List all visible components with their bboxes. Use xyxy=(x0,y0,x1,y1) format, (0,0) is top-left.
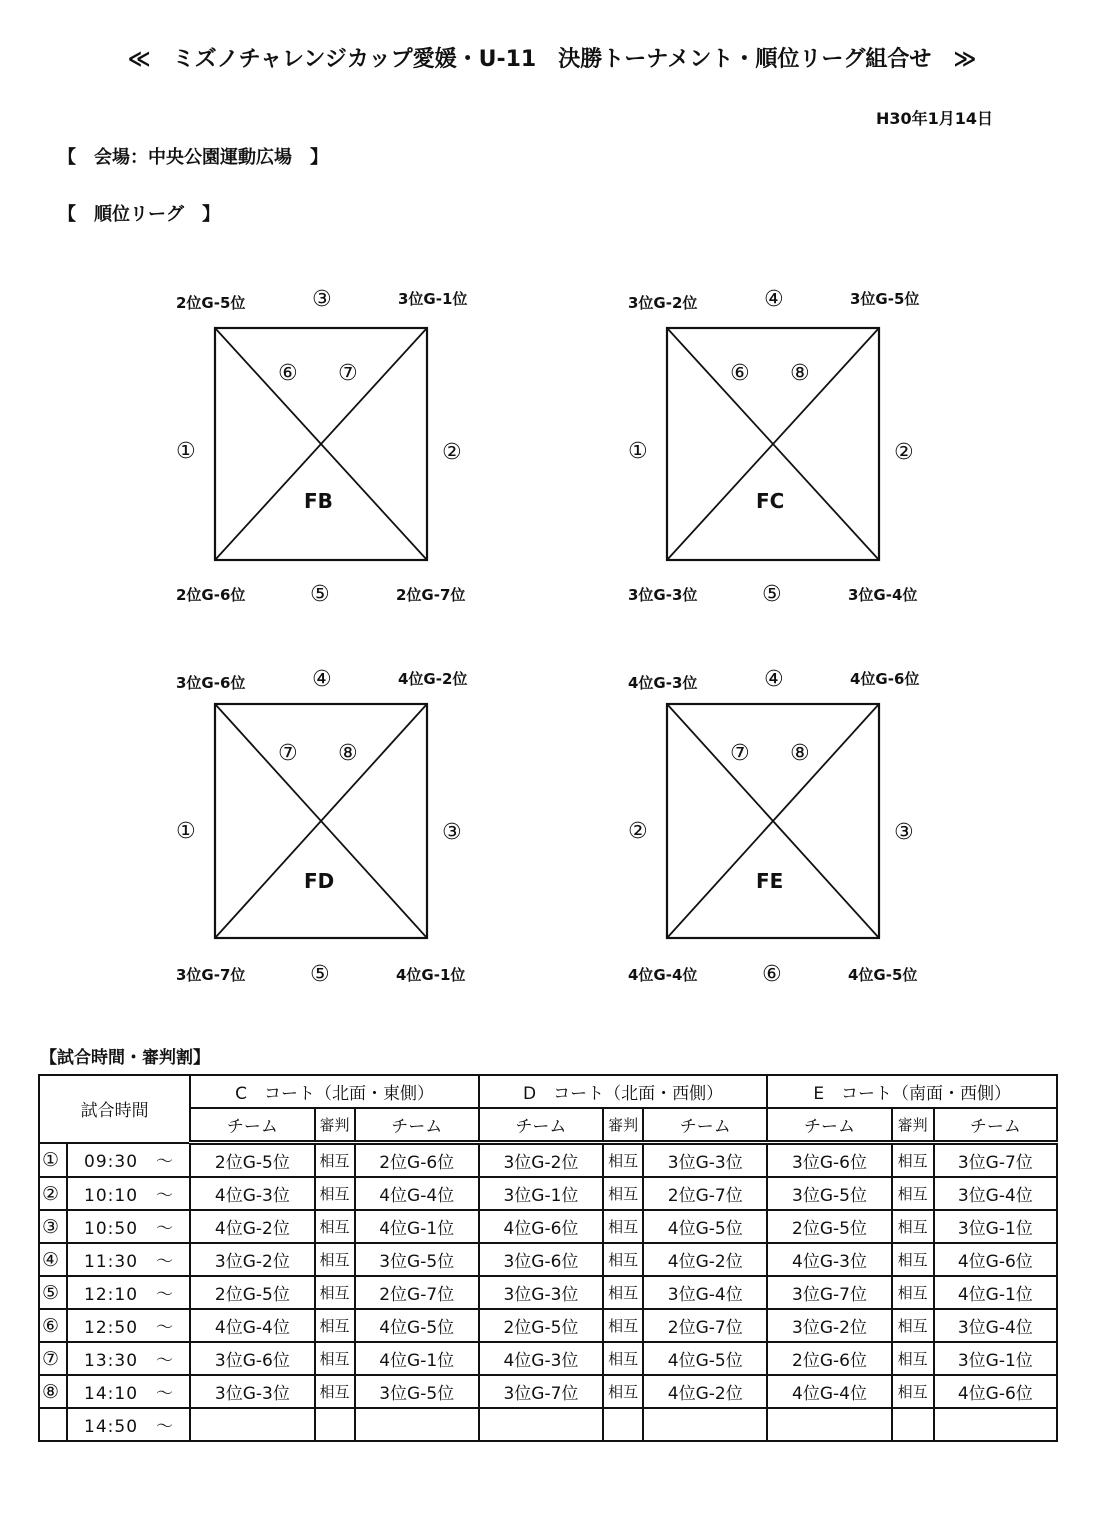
match-number-left: ① xyxy=(628,439,648,464)
team-d-away: 3位G-4位 xyxy=(643,1276,767,1309)
title-close-mark: ≫ xyxy=(953,47,977,72)
venue-label: 【 会場：中央公園運動広場 】 xyxy=(58,147,328,168)
referee-c: 相互 xyxy=(315,1276,355,1309)
team-e-away: 4位G-6位 xyxy=(934,1243,1057,1276)
team-c-away: 4位G-5位 xyxy=(355,1309,479,1342)
team-d-home: 3位G-2位 xyxy=(479,1143,603,1178)
match-number-diagonal-left: ⑦ xyxy=(278,741,298,766)
team-d-home: 3位G-3位 xyxy=(479,1276,603,1309)
referee-e: 相互 xyxy=(892,1210,934,1243)
league-group xyxy=(612,662,972,992)
referee-header: 審判 xyxy=(892,1108,934,1143)
league-group xyxy=(160,282,520,612)
schedule-heading: 【試合時間・審判割】 xyxy=(40,1048,210,1068)
team-e-away: 3位G-1位 xyxy=(934,1342,1057,1375)
team-header: チーム xyxy=(643,1108,767,1143)
corner-bottom-right: 3位G-4位 xyxy=(848,586,918,604)
referee-c: 相互 xyxy=(315,1177,355,1210)
team-d-home: 3位G-1位 xyxy=(479,1177,603,1210)
team-e-away: 3位G-4位 xyxy=(934,1309,1057,1342)
corner-top-right: 3位G-1位 xyxy=(398,290,468,308)
team-d-away: 3位G-3位 xyxy=(643,1143,767,1178)
team-d-home: 4位G-6位 xyxy=(479,1210,603,1243)
team-c-away xyxy=(355,1408,479,1441)
match-number-bottom: ⑤ xyxy=(310,582,330,607)
schedule-row xyxy=(39,1276,1057,1309)
group-square-diagram xyxy=(160,282,520,612)
referee-c: 相互 xyxy=(315,1309,355,1342)
team-c-home: 3位G-2位 xyxy=(190,1243,314,1276)
team-d-away: 4位G-2位 xyxy=(643,1243,767,1276)
schedule-row xyxy=(39,1309,1057,1342)
referee-e: 相互 xyxy=(892,1276,934,1309)
schedule-row xyxy=(39,1243,1057,1276)
team-c-home: 3位G-3位 xyxy=(190,1375,314,1408)
referee-header: 審判 xyxy=(603,1108,643,1143)
match-number: ① xyxy=(39,1143,67,1178)
team-header: チーム xyxy=(479,1108,603,1143)
match-number-diagonal-right: ⑧ xyxy=(790,361,810,386)
match-time: 12:50 ～ xyxy=(67,1309,190,1342)
ranking-league-heading: 【 順位リーグ 】 xyxy=(58,204,220,225)
match-number-left: ② xyxy=(628,819,648,844)
team-e-home: 2位G-6位 xyxy=(767,1342,891,1375)
referee-e: 相互 xyxy=(892,1309,934,1342)
team-d-away: 2位G-7位 xyxy=(643,1309,767,1342)
team-c-away: 4位G-4位 xyxy=(355,1177,479,1210)
match-number-diagonal-right: ⑧ xyxy=(338,741,358,766)
team-c-home xyxy=(190,1408,314,1441)
referee-d xyxy=(603,1408,643,1441)
corner-top-left: 2位G-5位 xyxy=(176,294,246,312)
team-e-home xyxy=(767,1408,891,1441)
referee-e: 相互 xyxy=(892,1342,934,1375)
team-e-home: 4位G-4位 xyxy=(767,1375,891,1408)
team-d-away: 4位G-5位 xyxy=(643,1210,767,1243)
corner-bottom-left: 4位G-4位 xyxy=(628,966,698,984)
schedule-row xyxy=(39,1375,1057,1408)
referee-c: 相互 xyxy=(315,1143,355,1178)
match-number: ⑥ xyxy=(39,1309,67,1342)
match-time: 11:30 ～ xyxy=(67,1243,190,1276)
referee-d: 相互 xyxy=(603,1309,643,1342)
referee-e: 相互 xyxy=(892,1143,934,1178)
corner-bottom-right: 4位G-1位 xyxy=(396,966,466,984)
match-number-left: ① xyxy=(176,439,196,464)
time-column-header: 試合時間 xyxy=(39,1075,190,1143)
group-name: FB xyxy=(304,489,333,513)
team-d-home: 4位G-3位 xyxy=(479,1342,603,1375)
referee-c: 相互 xyxy=(315,1243,355,1276)
team-e-away: 3位G-1位 xyxy=(934,1210,1057,1243)
corner-top-left: 3位G-2位 xyxy=(628,294,698,312)
team-header: チーム xyxy=(190,1108,314,1143)
team-c-away: 2位G-6位 xyxy=(355,1143,479,1178)
referee-d: 相互 xyxy=(603,1177,643,1210)
team-d-home xyxy=(479,1408,603,1441)
match-number-diagonal-right: ⑧ xyxy=(790,741,810,766)
schedule-row xyxy=(39,1342,1057,1375)
group-square-diagram xyxy=(160,662,520,992)
match-number-bottom: ⑥ xyxy=(762,962,782,987)
corner-top-left: 4位G-3位 xyxy=(628,674,698,692)
team-c-home: 2位G-5位 xyxy=(190,1143,314,1178)
corner-top-right: 4位G-2位 xyxy=(398,670,468,688)
match-time: 10:10 ～ xyxy=(67,1177,190,1210)
corner-top-right: 4位G-6位 xyxy=(850,670,920,688)
group-square-diagram xyxy=(612,662,972,992)
court-e-header: E コート（南面・西側） xyxy=(767,1075,1057,1108)
match-number: ② xyxy=(39,1177,67,1210)
group-name: FC xyxy=(756,489,785,513)
referee-d: 相互 xyxy=(603,1210,643,1243)
referee-d: 相互 xyxy=(603,1342,643,1375)
match-number: ⑦ xyxy=(39,1342,67,1375)
title-open-mark: ≪ xyxy=(127,47,151,72)
team-e-home: 2位G-5位 xyxy=(767,1210,891,1243)
team-e-home: 3位G-5位 xyxy=(767,1177,891,1210)
team-e-away: 4位G-1位 xyxy=(934,1276,1057,1309)
referee-e: 相互 xyxy=(892,1243,934,1276)
match-number-top: ④ xyxy=(764,667,784,692)
referee-header: 審判 xyxy=(315,1108,355,1143)
team-d-away: 2位G-7位 xyxy=(643,1177,767,1210)
team-e-away: 4位G-6位 xyxy=(934,1375,1057,1408)
team-e-home: 3位G-6位 xyxy=(767,1143,891,1178)
document-title xyxy=(0,42,1104,73)
corner-bottom-right: 2位G-7位 xyxy=(396,586,466,604)
team-e-home: 3位G-2位 xyxy=(767,1309,891,1342)
team-c-away: 2位G-7位 xyxy=(355,1276,479,1309)
match-number-right: ② xyxy=(894,440,914,465)
team-c-away: 3位G-5位 xyxy=(355,1243,479,1276)
referee-d: 相互 xyxy=(603,1276,643,1309)
match-number-right: ③ xyxy=(442,820,462,845)
corner-top-left: 3位G-6位 xyxy=(176,674,246,692)
team-header: チーム xyxy=(934,1108,1057,1143)
team-header: チーム xyxy=(767,1108,891,1143)
match-time: 10:50 ～ xyxy=(67,1210,190,1243)
referee-c: 相互 xyxy=(315,1375,355,1408)
referee-e: 相互 xyxy=(892,1177,934,1210)
referee-d: 相互 xyxy=(603,1243,643,1276)
referee-e xyxy=(892,1408,934,1441)
team-header: チーム xyxy=(355,1108,479,1143)
team-d-home: 2位G-5位 xyxy=(479,1309,603,1342)
document-date: H30年1月14日 xyxy=(876,109,994,128)
court-c-header: C コート（北面・東側） xyxy=(190,1075,479,1108)
team-e-away: 3位G-7位 xyxy=(934,1143,1057,1178)
match-time: 14:50 ～ xyxy=(67,1408,190,1441)
match-number xyxy=(39,1408,67,1441)
team-d-away: 4位G-2位 xyxy=(643,1375,767,1408)
team-e-away xyxy=(934,1408,1057,1441)
match-number-diagonal-left: ⑥ xyxy=(278,361,298,386)
match-number: ③ xyxy=(39,1210,67,1243)
referee-c: 相互 xyxy=(315,1342,355,1375)
team-c-away: 3位G-5位 xyxy=(355,1375,479,1408)
court-d-header: D コート（北面・西側） xyxy=(479,1075,768,1108)
team-c-away: 4位G-1位 xyxy=(355,1342,479,1375)
match-number-diagonal-left: ⑦ xyxy=(730,741,750,766)
team-d-home: 3位G-6位 xyxy=(479,1243,603,1276)
match-number: ⑤ xyxy=(39,1276,67,1309)
match-number: ④ xyxy=(39,1243,67,1276)
match-number-diagonal-left: ⑥ xyxy=(730,361,750,386)
league-group xyxy=(612,282,972,612)
match-number-bottom: ⑤ xyxy=(762,582,782,607)
schedule-table xyxy=(38,1074,1058,1442)
corner-bottom-left: 3位G-3位 xyxy=(628,586,698,604)
match-number-right: ② xyxy=(442,440,462,465)
schedule-row xyxy=(39,1177,1057,1210)
match-number-top: ④ xyxy=(312,667,332,692)
team-c-home: 4位G-2位 xyxy=(190,1210,314,1243)
group-square-diagram xyxy=(612,282,972,612)
referee-c xyxy=(315,1408,355,1441)
team-d-home: 3位G-7位 xyxy=(479,1375,603,1408)
title-text: ミズノチャレンジカップ愛媛・U-11 決勝トーナメント・順位リーグ組合せ xyxy=(172,47,932,72)
match-number-top: ③ xyxy=(312,287,332,312)
referee-e: 相互 xyxy=(892,1375,934,1408)
team-e-home: 3位G-7位 xyxy=(767,1276,891,1309)
team-c-away: 4位G-1位 xyxy=(355,1210,479,1243)
match-number-right: ③ xyxy=(894,820,914,845)
corner-bottom-right: 4位G-5位 xyxy=(848,966,918,984)
match-number-diagonal-right: ⑦ xyxy=(338,361,358,386)
referee-d: 相互 xyxy=(603,1143,643,1178)
schedule-row xyxy=(39,1143,1057,1178)
team-c-home: 3位G-6位 xyxy=(190,1342,314,1375)
corner-bottom-left: 3位G-7位 xyxy=(176,966,246,984)
schedule-row xyxy=(39,1408,1057,1441)
referee-c: 相互 xyxy=(315,1210,355,1243)
match-time: 13:30 ～ xyxy=(67,1342,190,1375)
match-number-bottom: ⑤ xyxy=(310,962,330,987)
league-group xyxy=(160,662,520,992)
team-d-away xyxy=(643,1408,767,1441)
match-time: 14:10 ～ xyxy=(67,1375,190,1408)
match-time: 12:10 ～ xyxy=(67,1276,190,1309)
team-c-home: 4位G-4位 xyxy=(190,1309,314,1342)
group-name: FE xyxy=(756,869,784,893)
corner-bottom-left: 2位G-6位 xyxy=(176,586,246,604)
match-time: 09:30 ～ xyxy=(67,1143,190,1178)
match-number-top: ④ xyxy=(764,287,784,312)
group-name: FD xyxy=(304,869,335,893)
schedule-row xyxy=(39,1210,1057,1243)
team-c-home: 2位G-5位 xyxy=(190,1276,314,1309)
match-number-left: ① xyxy=(176,819,196,844)
match-number: ⑧ xyxy=(39,1375,67,1408)
team-d-away: 4位G-5位 xyxy=(643,1342,767,1375)
referee-d: 相互 xyxy=(603,1375,643,1408)
team-e-away: 3位G-4位 xyxy=(934,1177,1057,1210)
corner-top-right: 3位G-5位 xyxy=(850,290,920,308)
team-c-home: 4位G-3位 xyxy=(190,1177,314,1210)
team-e-home: 4位G-3位 xyxy=(767,1243,891,1276)
